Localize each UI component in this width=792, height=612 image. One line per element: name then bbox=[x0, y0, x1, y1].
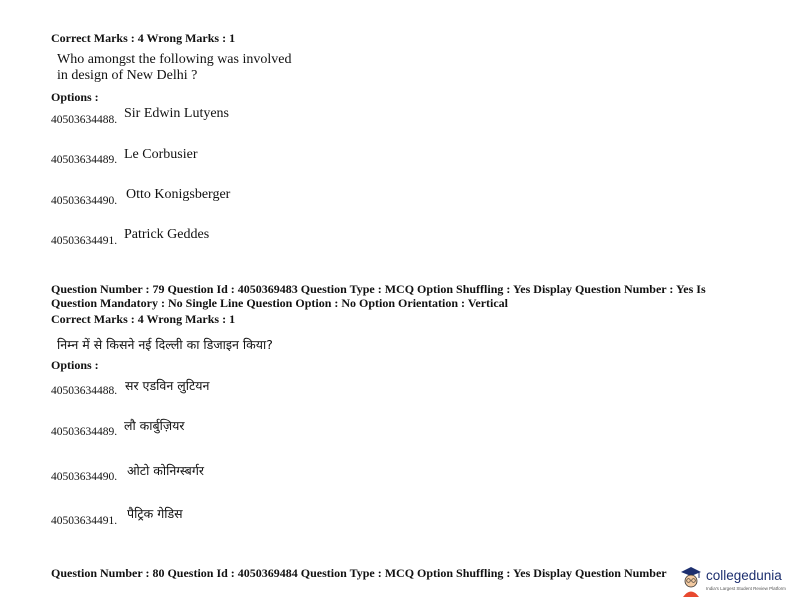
option-text-hindi: पैट्रिक गेडिस bbox=[127, 506, 183, 521]
question-header-line-1: Question Number : 79 Question Id : 4050369483 Question Type : MCQ Option Shuffling : Yes Display Question Number : Yes Is bbox=[51, 282, 706, 296]
option-text-hindi: लौ कार्बुज़ियर bbox=[124, 418, 185, 433]
question-text-line-2: in design of New Delhi ? bbox=[57, 68, 198, 83]
option-id: 40503634491. bbox=[51, 515, 118, 527]
option-text-hindi: ओटो कोनिग्स्बर्गर bbox=[127, 463, 204, 478]
option-text-hindi: सर एडविन लुटियन bbox=[125, 378, 210, 393]
marks-line: Correct Marks : 4 Wrong Marks : 1 bbox=[51, 31, 236, 45]
option-id: 40503634489. bbox=[51, 426, 118, 438]
logo-tagline: India's Largest Student Review Platform bbox=[706, 586, 786, 591]
option-id: 40503634488. bbox=[51, 114, 118, 126]
question-text-line-1: Who amongst the following was involved bbox=[57, 52, 292, 67]
logo-name: collegedunia bbox=[706, 568, 782, 583]
option-text: Otto Konigsberger bbox=[126, 187, 231, 202]
option-text: Patrick Geddes bbox=[124, 227, 210, 242]
question-header-line-2: Question Mandatory : No Single Line Question Option : No Option Orientation : Vertical bbox=[51, 296, 509, 310]
option-id: 40503634490. bbox=[51, 195, 118, 207]
question-text-hindi: निम्न में से किसने नई दिल्ली का डिजाइन किया? bbox=[57, 337, 273, 352]
option-text: Le Corbusier bbox=[124, 147, 198, 162]
collegedunia-logo[interactable] bbox=[678, 562, 788, 602]
option-id: 40503634491. bbox=[51, 235, 118, 247]
option-id: 40503634488. bbox=[51, 385, 118, 397]
mascot-icon bbox=[678, 566, 704, 598]
options-label: Options : bbox=[51, 90, 99, 104]
marks-line: Correct Marks : 4 Wrong Marks : 1 bbox=[51, 312, 236, 326]
option-text: Sir Edwin Lutyens bbox=[124, 106, 229, 121]
options-label: Options : bbox=[51, 358, 99, 372]
question-header-line-1: Question Number : 80 Question Id : 4050369484 Question Type : MCQ Option Shuffling : Yes Display Question Number bbox=[51, 566, 667, 580]
option-id: 40503634490. bbox=[51, 471, 118, 483]
option-id: 40503634489. bbox=[51, 154, 118, 166]
